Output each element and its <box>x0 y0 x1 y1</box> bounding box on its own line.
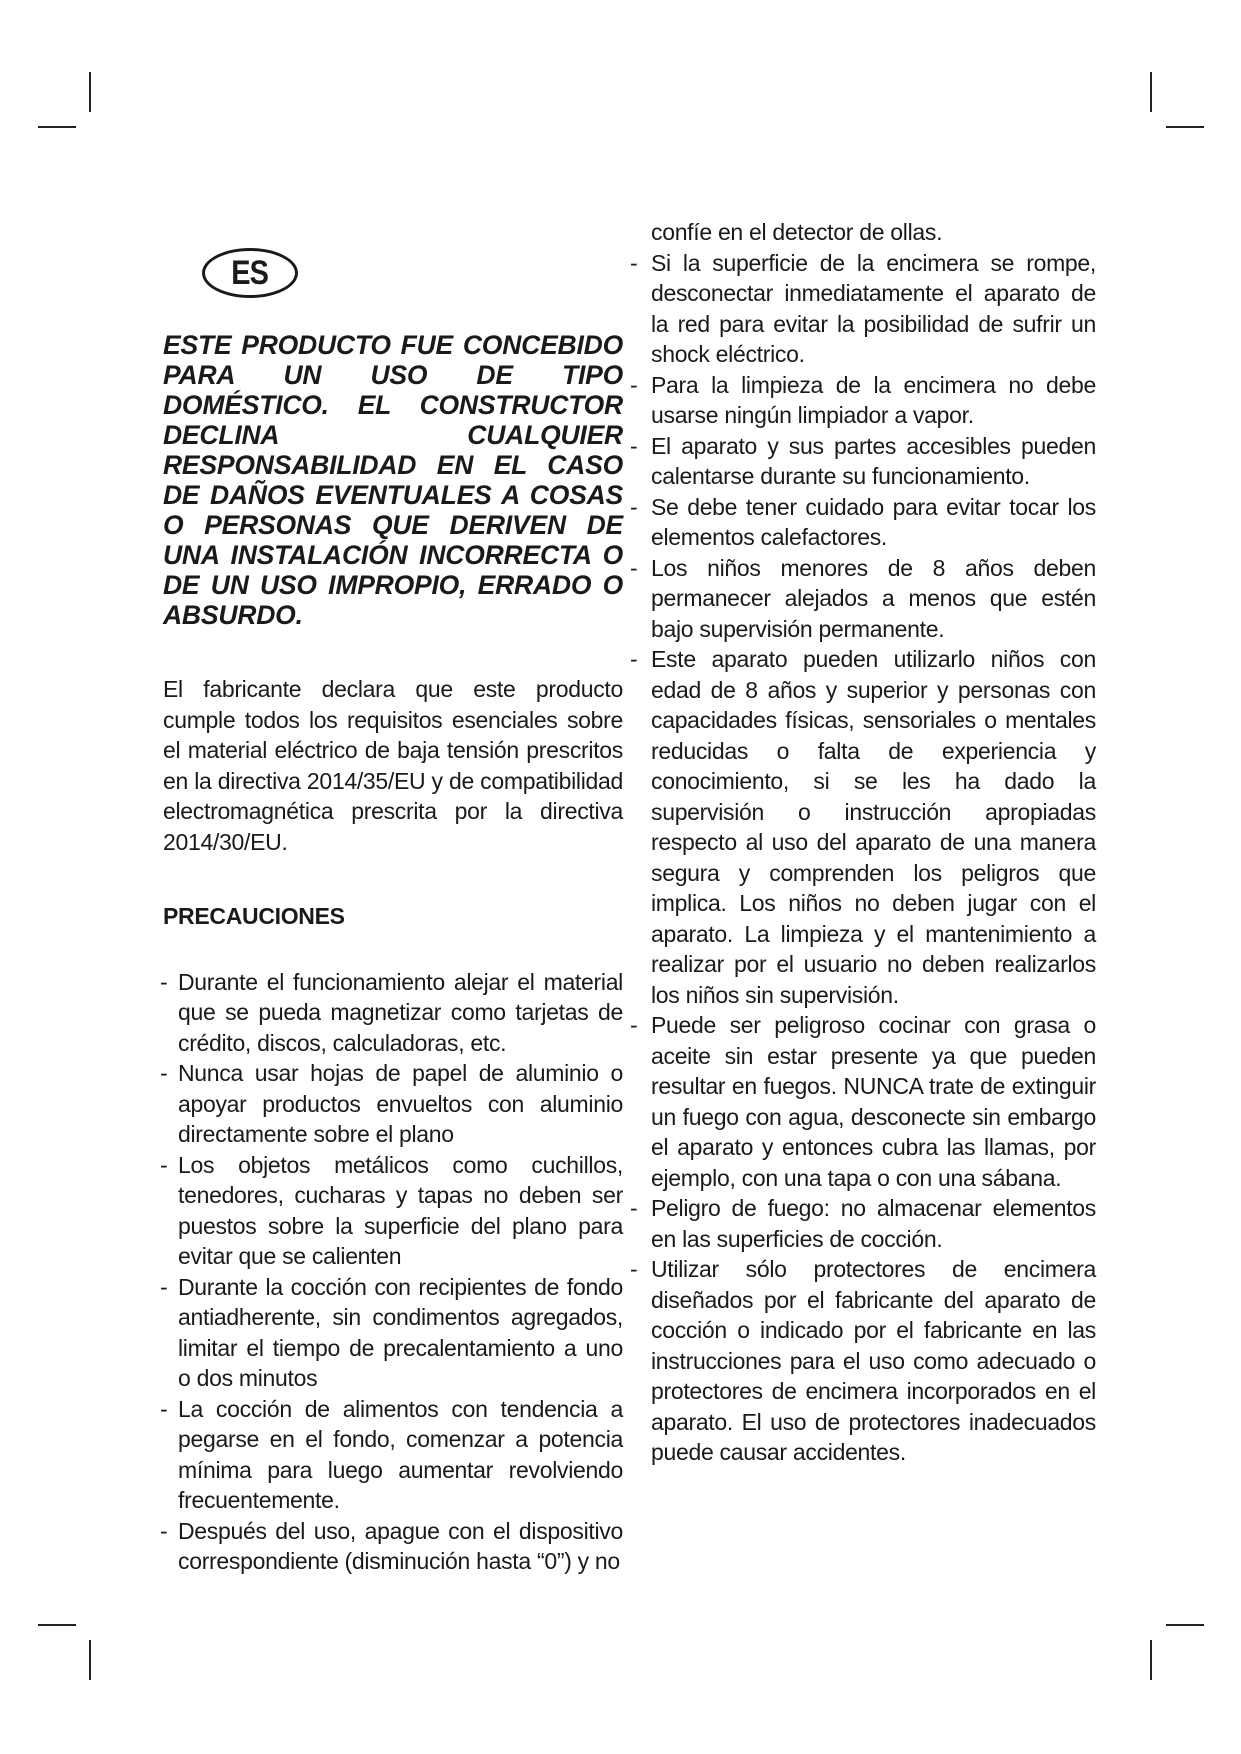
precaution-item: - Para la limpieza de la encimera no debe usarse ningún limpiador a vapor. <box>636 370 1096 431</box>
language-badge <box>202 248 298 298</box>
precaution-item: - Los niños menores de 8 años deben permanecer alejados a menos que estén bajo supervisión permanente. <box>636 553 1096 645</box>
crop-mark-top-left-horizontal <box>38 126 76 128</box>
precautions-heading: PRECAUCIONES <box>163 903 345 929</box>
precaution-item: - Los objetos metálicos como cuchillos, tenedores, cucharas y tapas no deben ser puestos sobre la superficie del plano para evitar que se calienten <box>163 1150 623 1272</box>
conformity-declaration: El fabricante declara que este producto cumple todos los requisitos esenciales sobre el material eléctrico de baja tensión prescritos en la directiva 2014/35/EU y de compatibilidad electromagnética prescrita por la directiva 2014/30/EU. <box>163 676 623 855</box>
crop-mark-top-right-vertical <box>1150 72 1152 112</box>
precaution-item: - Si la superficie de la encimera se rompe, desconectar inmediatamente el aparato de la red para evitar la posibilidad de sufrir un shock eléctrico. <box>636 248 1096 370</box>
precaution-item: - Durante la cocción con recipientes de fondo antiadherente, sin condimentos agregados, limitar el tiempo de precalentamiento a uno o dos minutos <box>163 1272 623 1394</box>
crop-mark-top-right-horizontal <box>1166 126 1204 128</box>
language-badge-label: ES <box>231 253 269 292</box>
left-column <box>163 330 623 1577</box>
right-column <box>636 217 1096 1468</box>
crop-mark-bottom-right-horizontal <box>1166 1624 1204 1626</box>
crop-mark-bottom-left-vertical <box>89 1640 91 1680</box>
precaution-item: - Peligro de fuego: no almacenar elementos en las superficies de cocción. <box>636 1193 1096 1254</box>
precaution-item: - Puede ser peligroso cocinar con grasa o aceite sin estar presente ya que pueden resultar en fuegos. NUNCA trate de extinguir un fuego con agua, desconecte sin embargo el aparato y entonces cubra las llamas, por ejemplo, con una tapa o con una sábana. <box>636 1010 1096 1193</box>
precaution-continuation: confíe en el detector de ollas. <box>651 219 943 245</box>
precaution-item: - Se debe tener cuidado para evitar tocar los elementos calefactores. <box>636 492 1096 553</box>
precaution-item: - El aparato y sus partes accesibles pueden calentarse durante su funcionamiento. <box>636 431 1096 492</box>
precaution-item: - Nunca usar hojas de papel de aluminio o apoyar productos envueltos con aluminio directamente sobre el plano <box>163 1058 623 1150</box>
crop-mark-top-left-vertical <box>89 72 91 112</box>
liability-warning: ESTE PRODUCTO FUE CONCEBIDO PARA UN USO DE TIPO DOMÉSTICO. EL CONSTRUCTOR DECLINA CUALQUIER RESPONSABILIDAD EN EL CASO DE DAÑOS EVENTUALES A COSAS O PERSONAS QUE DERIVEN DE UNA INSTALACIÓN INCORRECTA O DE UN USO IMPROPIO, ERRADO O ABSURDO. <box>163 330 623 630</box>
precautions-list-left <box>163 967 623 1577</box>
precaution-item: - Durante el funcionamiento alejar el material que se pueda magnetizar como tarjetas de crédito, discos, calculadoras, etc. <box>163 967 623 1059</box>
precaution-item: - Este aparato pueden utilizarlo niños con edad de 8 años y superior y personas con capacidades físicas, sensoriales o mentales reducidas o falta de experiencia y conocimiento, si se les ha dado la supervisión o instrucción apropiadas respecto al uso del aparato de una manera segura y comprenden los peligros que implica. Los niños no deben jugar con el aparato. La limpieza y el mantenimiento a realizar por el usuario no deben realizarlos los niños sin supervisión. <box>636 644 1096 1010</box>
precautions-list-right <box>636 248 1096 1468</box>
precaution-item: - La cocción de alimentos con tendencia a pegarse en el fondo, comenzar a potencia mínima para luego aumentar revolviendo frecuentemente. <box>163 1394 623 1516</box>
precaution-item: - Después del uso, apague con el dispositivo correspondiente (disminución hasta “0”) y no <box>163 1516 623 1577</box>
crop-mark-bottom-right-vertical <box>1150 1640 1152 1680</box>
crop-mark-bottom-left-horizontal <box>38 1624 76 1626</box>
precaution-item: - Utilizar sólo protectores de encimera diseñados por el fabricante del aparato de cocción o indicado por el fabricante en las instrucciones para el uso como adecuado o protectores de encimera incorporados en el aparato. El uso de protectores inadecuados puede causar accidentes. <box>636 1254 1096 1468</box>
